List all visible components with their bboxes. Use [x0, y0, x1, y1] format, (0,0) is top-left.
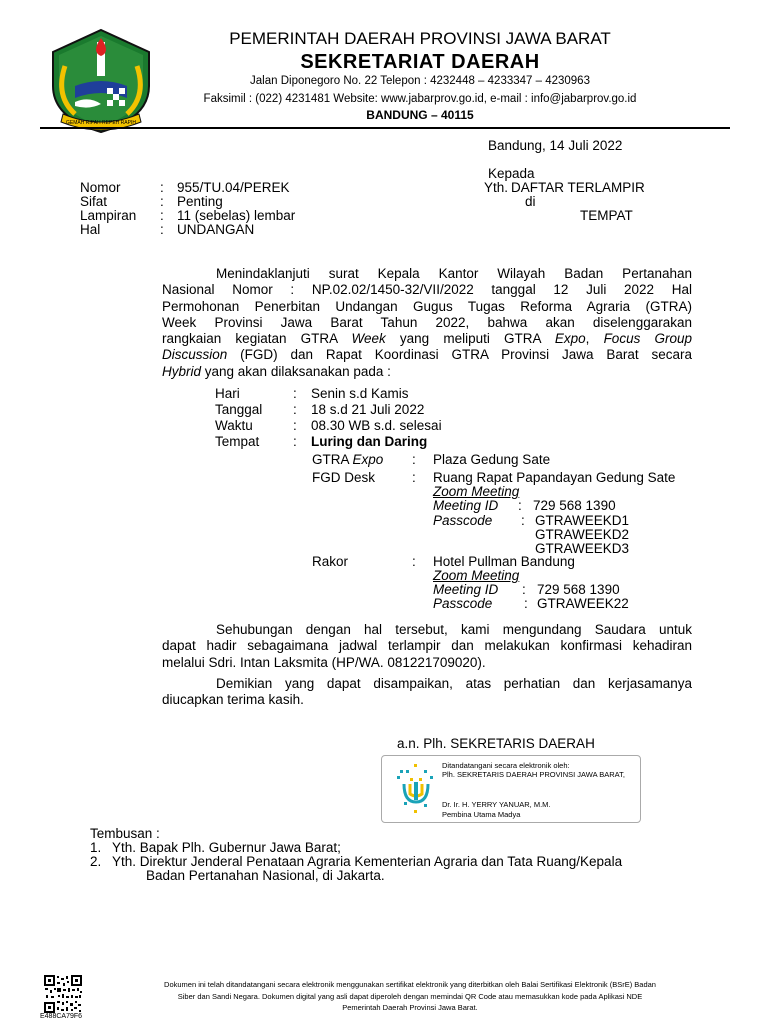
venue-value-expo: Plaza Gedung Sate — [433, 452, 551, 467]
signature-title: a.n. Plh. SEKRETARIS DAERAH — [397, 736, 595, 751]
body-paragraph-1 — [162, 266, 692, 380]
text-run-italic: Focus Group — [603, 331, 692, 347]
meta-label-hal: Hal — [80, 222, 101, 237]
meta-value-sifat: Penting — [177, 194, 223, 209]
text-run-italic: Expo — [554, 331, 586, 347]
disclaimer-line: Pemerintah Daerah Provinsi Jawa Barat. — [342, 1003, 478, 1012]
letterhead-divider-thick — [40, 127, 730, 129]
text-run-italic: Week — [351, 331, 386, 347]
paragraph-line: Nasional Nomor : NP.02.02/1450-32/VII/2022 tanggal 12 Juli 2022 Hal — [162, 282, 692, 298]
meta-value-nomor: 955/TU.04/PEREK — [177, 180, 290, 195]
signature-signer-rank: Pembina Utama Madya — [442, 810, 521, 819]
fgd-passcode-colon: : — [521, 513, 525, 528]
schedule-colon: : — [293, 402, 297, 417]
schedule-label-tanggal: Tanggal — [215, 402, 263, 417]
letter-date: Bandung, 14 Juli 2022 — [488, 138, 623, 153]
venue-label-expo — [312, 452, 383, 468]
text-run: (FGD) dan Rapat Koordinasi GTRA Provinsi Jawa Barat secara — [227, 347, 692, 363]
text-run: yang akan dilaksanakan pada : — [201, 363, 391, 379]
recipient-place: TEMPAT — [580, 208, 633, 223]
tembusan-title: Tembusan : — [90, 826, 160, 841]
signature-signed-by-line: Ditandatangani secara elektronik oleh: — [442, 761, 570, 770]
qr-code-image[interactable] — [43, 974, 83, 1014]
venue-label-fgd: FGD Desk — [312, 470, 376, 485]
tembusan-item-number: 1. — [90, 840, 102, 855]
paragraph-line — [162, 347, 692, 363]
meta-label-nomor: Nomor — [80, 180, 121, 195]
jabar-signature-emblem-icon — [394, 760, 438, 818]
letterhead-government-name: PEMERINTAH DAERAH PROVINSI JAWA BARAT — [229, 29, 611, 48]
venue-colon: : — [412, 470, 416, 485]
recipient-di: di — [525, 194, 536, 209]
venue-colon: : — [412, 452, 416, 467]
text-run: , — [585, 331, 604, 347]
meta-value-hal: UNDANGAN — [177, 222, 255, 237]
meta-colon: : — [160, 222, 164, 237]
recipient-name: DAFTAR TERLAMPIR — [511, 180, 645, 195]
rakor-zoom-meeting-link[interactable]: Zoom Meeting — [433, 568, 520, 583]
tembusan-item-text: Yth. Bapak Plh. Gubernur Jawa Barat; — [112, 840, 341, 855]
signature-signer-position: Plh. SEKRETARIS DAERAH PROVINSI JAWA BARAT, — [442, 770, 625, 779]
paragraph-line: dapat hadir sebagaimana jadwal terlampir dan melakukan konfirmasi kehadiran — [162, 638, 692, 654]
rakor-meeting-id-colon: : — [522, 582, 526, 597]
paragraph-line: melalui Sdri. Intan Laksmita (HP/WA. 081221709020). — [162, 654, 486, 670]
paragraph-line: Sehubungan dengan hal tersebut, kami mengundang Saudara untuk — [216, 622, 692, 637]
schedule-label-hari: Hari — [215, 386, 240, 401]
rakor-passcode-colon: : — [524, 596, 528, 611]
letterhead-office-name: SEKRETARIAT DAERAH — [300, 51, 540, 73]
fgd-passcode-value-3: GTRAWEEKD3 — [535, 541, 630, 556]
paragraph-line — [162, 364, 692, 380]
electronic-signature-disclaimer — [100, 979, 720, 1014]
text-run: GTRA — [312, 452, 353, 467]
venue-value-rakor: Hotel Pullman Bandung — [433, 554, 575, 569]
schedule-value-waktu: 08.30 WB s.d. selesai — [311, 418, 442, 433]
meta-colon: : — [160, 208, 164, 223]
recipient-yth: Yth. — [484, 180, 509, 195]
fgd-passcode-label: Passcode — [433, 513, 493, 528]
logo-motto-text: GEMAH RIPAH REPEH RAPIH — [66, 120, 136, 126]
letterhead-contact: Faksimil : (022) 4231481 Website: www.jabarprov.go.id, e-mail : info@jabarprov.go.id — [203, 93, 637, 105]
body-paragraph-2 — [162, 622, 692, 671]
schedule-colon: : — [293, 434, 297, 449]
schedule-value-tempat: Luring dan Daring — [311, 434, 428, 449]
paragraph-line: Week Provinsi Jawa Barat Tahun 2022, bahwa akan diselenggarakan — [162, 314, 692, 330]
recipient-kepada: Kepada — [488, 166, 535, 181]
electronic-signature-box — [381, 755, 641, 823]
letterhead-city-postcode: BANDUNG – 40115 — [366, 108, 474, 122]
text-run-italic: Discussion — [162, 347, 228, 363]
schedule-value-hari: Senin s.d Kamis — [311, 386, 409, 401]
rakor-passcode-value: GTRAWEEK22 — [537, 596, 629, 611]
fgd-zoom-meeting-link[interactable]: Zoom Meeting — [433, 484, 520, 499]
letterhead-address: Jalan Diponegoro No. 22 Telepon : 4232448 – 4233347 – 4230963 — [250, 75, 590, 87]
fgd-meeting-id-label: Meeting ID — [433, 498, 499, 513]
schedule-label-waktu: Waktu — [215, 418, 253, 433]
fgd-meeting-id-colon: : — [518, 498, 522, 513]
disclaimer-line: Siber dan Sandi Negara. Dokumen digital yang asli dapat diperoleh dengan memindai QR Code atau memasukkan kode pada Aplikasi NDE — [177, 991, 643, 1001]
paragraph-line — [162, 331, 692, 347]
rakor-meeting-id-value: 729 568 1390 — [537, 582, 620, 597]
venue-value-fgd: Ruang Rapat Papandayan Gedung Sate — [433, 470, 676, 485]
meta-label-lampiran: Lampiran — [80, 208, 137, 223]
paragraph-line: diucapkan terima kasih. — [162, 692, 304, 708]
west-java-emblem-logo — [45, 26, 157, 134]
fgd-passcode-value-2: GTRAWEEKD2 — [535, 527, 630, 542]
signature-signer-name: Dr. Ir. H. YERRY YANUAR, M.M. — [442, 800, 551, 809]
rakor-passcode-label: Passcode — [433, 596, 493, 611]
venue-label-rakor: Rakor — [312, 554, 349, 569]
venue-colon: : — [412, 554, 416, 569]
text-run: rangkaian kegiatan GTRA — [162, 331, 352, 347]
body-paragraph-3 — [162, 676, 692, 709]
text-run-italic: Hybrid — [162, 363, 202, 379]
tembusan-item-text: Yth. Direktur Jenderal Penataan Agraria Kementerian Agraria dan Tata Ruang/Kepala — [112, 854, 623, 869]
qr-code-label: E488CA79F6 — [40, 1013, 83, 1020]
meta-colon: : — [160, 194, 164, 209]
schedule-value-tanggal: 18 s.d 21 Juli 2022 — [311, 402, 425, 417]
rakor-meeting-id-label: Meeting ID — [433, 582, 499, 597]
schedule-label-tempat: Tempat — [215, 434, 260, 449]
disclaimer-line: Dokumen ini telah ditandatangani secara elektronik menggunakan sertifikat elektronik yang diterbitkan oleh Balai Sertifikasi Elektronik (BSrE) Badan — [164, 980, 656, 989]
paragraph-line: Menindaklanjuti surat Kepala Kantor Wilayah Badan Pertanahan — [216, 266, 692, 281]
schedule-colon: : — [293, 418, 297, 433]
meta-label-sifat: Sifat — [80, 194, 108, 209]
paragraph-line: Demikian yang dapat disampaikan, atas perhatian dan kerjasamanya — [216, 676, 692, 691]
text-run: yang meliputi GTRA — [385, 331, 555, 347]
fgd-passcode-value-1: GTRAWEEKD1 — [535, 513, 630, 528]
paragraph-line: Permohonan Penerbitan Undangan Gugus Tugas Reforma Agraria (GTRA) — [162, 298, 692, 314]
meta-colon: : — [160, 180, 164, 195]
text-run-italic: Expo — [352, 452, 384, 467]
fgd-meeting-id-value: 729 568 1390 — [533, 498, 616, 513]
tembusan-item-text-continued: Badan Pertanahan Nasional, di Jakarta. — [146, 868, 385, 883]
schedule-colon: : — [293, 386, 297, 401]
tembusan-item-number: 2. — [90, 854, 102, 869]
meta-value-lampiran: 11 (sebelas) lembar — [177, 208, 296, 223]
